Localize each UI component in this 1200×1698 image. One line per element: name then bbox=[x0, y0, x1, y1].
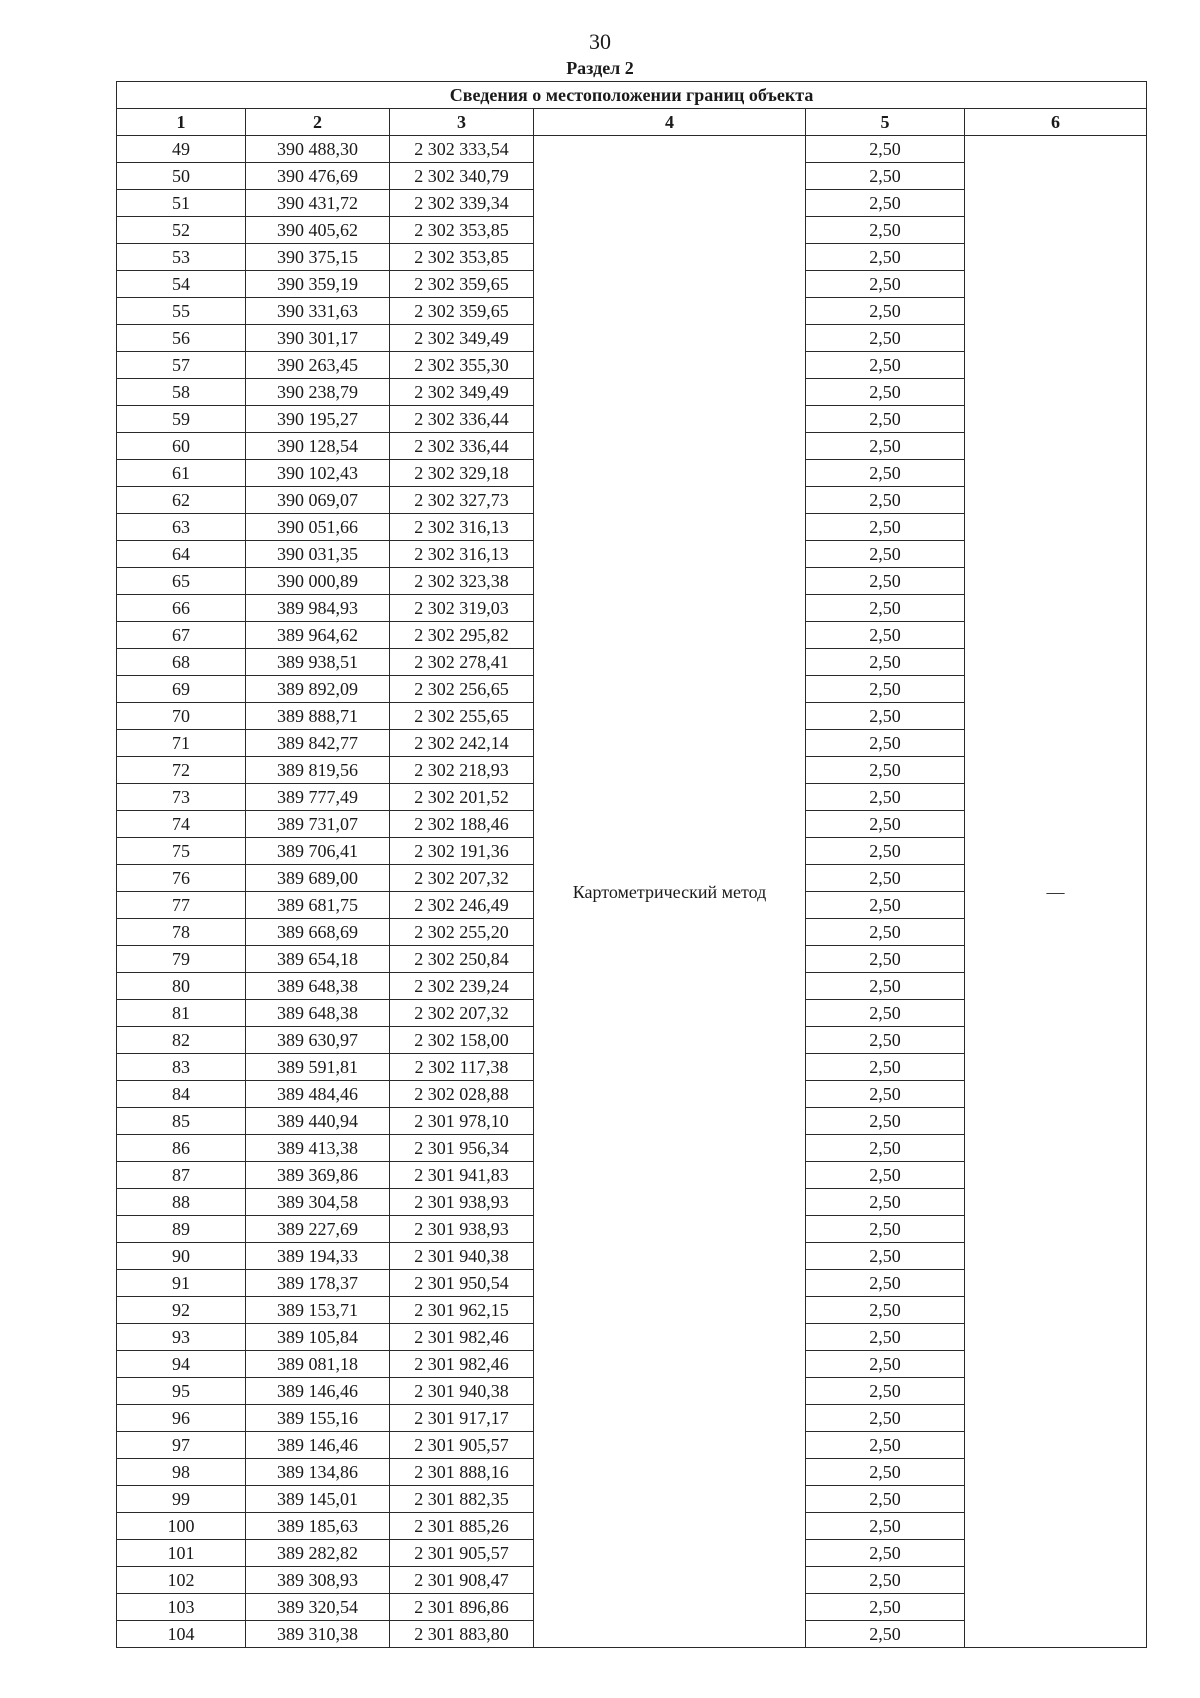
accuracy-cell: 2,50 bbox=[806, 1297, 965, 1324]
y-coordinate-cell: 2 302 353,85 bbox=[390, 244, 534, 271]
boundary-coordinates-table bbox=[116, 81, 1147, 1648]
x-coordinate-cell: 389 892,09 bbox=[246, 676, 390, 703]
table-body bbox=[117, 136, 1147, 1648]
accuracy-cell: 2,50 bbox=[806, 1216, 965, 1243]
accuracy-cell: 2,50 bbox=[806, 190, 965, 217]
x-coordinate-cell: 389 888,71 bbox=[246, 703, 390, 730]
x-coordinate-cell: 389 081,18 bbox=[246, 1351, 390, 1378]
accuracy-cell: 2,50 bbox=[806, 163, 965, 190]
x-coordinate-cell: 389 227,69 bbox=[246, 1216, 390, 1243]
x-coordinate-cell: 390 051,66 bbox=[246, 514, 390, 541]
point-number-cell: 61 bbox=[117, 460, 246, 487]
point-number-cell: 54 bbox=[117, 271, 246, 298]
y-coordinate-cell: 2 302 329,18 bbox=[390, 460, 534, 487]
y-coordinate-cell: 2 302 255,20 bbox=[390, 919, 534, 946]
accuracy-cell: 2,50 bbox=[806, 1351, 965, 1378]
accuracy-cell: 2,50 bbox=[806, 1432, 965, 1459]
x-coordinate-cell: 390 128,54 bbox=[246, 433, 390, 460]
point-number-cell: 55 bbox=[117, 298, 246, 325]
x-coordinate-cell: 389 304,58 bbox=[246, 1189, 390, 1216]
point-number-cell: 77 bbox=[117, 892, 246, 919]
y-coordinate-cell: 2 301 938,93 bbox=[390, 1189, 534, 1216]
accuracy-cell: 2,50 bbox=[806, 1594, 965, 1621]
point-number-cell: 68 bbox=[117, 649, 246, 676]
point-number-cell: 67 bbox=[117, 622, 246, 649]
y-coordinate-cell: 2 302 327,73 bbox=[390, 487, 534, 514]
point-number-cell: 83 bbox=[117, 1054, 246, 1081]
x-coordinate-cell: 390 263,45 bbox=[246, 352, 390, 379]
y-coordinate-cell: 2 302 250,84 bbox=[390, 946, 534, 973]
point-number-cell: 71 bbox=[117, 730, 246, 757]
x-coordinate-cell: 389 681,75 bbox=[246, 892, 390, 919]
accuracy-cell: 2,50 bbox=[806, 1621, 965, 1648]
y-coordinate-cell: 2 302 355,30 bbox=[390, 352, 534, 379]
y-coordinate-cell: 2 302 336,44 bbox=[390, 433, 534, 460]
x-coordinate-cell: 389 731,07 bbox=[246, 811, 390, 838]
x-coordinate-cell: 389 155,16 bbox=[246, 1405, 390, 1432]
y-coordinate-cell: 2 301 938,93 bbox=[390, 1216, 534, 1243]
accuracy-cell: 2,50 bbox=[806, 1459, 965, 1486]
x-coordinate-cell: 389 178,37 bbox=[246, 1270, 390, 1297]
accuracy-cell: 2,50 bbox=[806, 1027, 965, 1054]
y-coordinate-cell: 2 302 207,32 bbox=[390, 1000, 534, 1027]
x-coordinate-cell: 389 320,54 bbox=[246, 1594, 390, 1621]
x-coordinate-cell: 390 476,69 bbox=[246, 163, 390, 190]
x-coordinate-cell: 389 964,62 bbox=[246, 622, 390, 649]
accuracy-cell: 2,50 bbox=[806, 217, 965, 244]
y-coordinate-cell: 2 302 349,49 bbox=[390, 379, 534, 406]
x-coordinate-cell: 389 648,38 bbox=[246, 973, 390, 1000]
y-coordinate-cell: 2 302 359,65 bbox=[390, 271, 534, 298]
y-coordinate-cell: 2 302 242,14 bbox=[390, 730, 534, 757]
y-coordinate-cell: 2 301 917,17 bbox=[390, 1405, 534, 1432]
x-coordinate-cell: 389 185,63 bbox=[246, 1513, 390, 1540]
accuracy-cell: 2,50 bbox=[806, 730, 965, 757]
accuracy-cell: 2,50 bbox=[806, 622, 965, 649]
y-coordinate-cell: 2 302 201,52 bbox=[390, 784, 534, 811]
point-number-cell: 92 bbox=[117, 1297, 246, 1324]
y-coordinate-cell: 2 301 885,26 bbox=[390, 1513, 534, 1540]
x-coordinate-cell: 390 375,15 bbox=[246, 244, 390, 271]
x-coordinate-cell: 390 069,07 bbox=[246, 487, 390, 514]
y-coordinate-cell: 2 302 295,82 bbox=[390, 622, 534, 649]
x-coordinate-cell: 390 431,72 bbox=[246, 190, 390, 217]
x-coordinate-cell: 389 654,18 bbox=[246, 946, 390, 973]
accuracy-cell: 2,50 bbox=[806, 1540, 965, 1567]
y-coordinate-cell: 2 302 319,03 bbox=[390, 595, 534, 622]
point-number-cell: 74 bbox=[117, 811, 246, 838]
x-coordinate-cell: 389 777,49 bbox=[246, 784, 390, 811]
accuracy-cell: 2,50 bbox=[806, 433, 965, 460]
accuracy-cell: 2,50 bbox=[806, 1054, 965, 1081]
accuracy-cell: 2,50 bbox=[806, 1405, 965, 1432]
point-number-cell: 57 bbox=[117, 352, 246, 379]
x-coordinate-cell: 389 842,77 bbox=[246, 730, 390, 757]
point-number-cell: 58 bbox=[117, 379, 246, 406]
y-coordinate-cell: 2 302 316,13 bbox=[390, 541, 534, 568]
y-coordinate-cell: 2 301 940,38 bbox=[390, 1378, 534, 1405]
point-number-cell: 78 bbox=[117, 919, 246, 946]
y-coordinate-cell: 2 302 191,36 bbox=[390, 838, 534, 865]
accuracy-cell: 2,50 bbox=[806, 676, 965, 703]
x-coordinate-cell: 389 648,38 bbox=[246, 1000, 390, 1027]
column-header-6: 6 bbox=[965, 109, 1147, 136]
accuracy-cell: 2,50 bbox=[806, 1000, 965, 1027]
table-caption: Сведения о местоположении границ объекта bbox=[117, 82, 1147, 109]
point-number-cell: 87 bbox=[117, 1162, 246, 1189]
method-cell: Картометрический метод bbox=[534, 136, 806, 1648]
y-coordinate-cell: 2 302 278,41 bbox=[390, 649, 534, 676]
point-number-cell: 69 bbox=[117, 676, 246, 703]
point-number-cell: 100 bbox=[117, 1513, 246, 1540]
accuracy-cell: 2,50 bbox=[806, 298, 965, 325]
accuracy-cell: 2,50 bbox=[806, 136, 965, 163]
column-header-1: 1 bbox=[117, 109, 246, 136]
x-coordinate-cell: 389 938,51 bbox=[246, 649, 390, 676]
accuracy-cell: 2,50 bbox=[806, 352, 965, 379]
accuracy-cell: 2,50 bbox=[806, 1378, 965, 1405]
y-coordinate-cell: 2 302 340,79 bbox=[390, 163, 534, 190]
y-coordinate-cell: 2 301 905,57 bbox=[390, 1540, 534, 1567]
x-coordinate-cell: 389 819,56 bbox=[246, 757, 390, 784]
accuracy-cell: 2,50 bbox=[806, 784, 965, 811]
accuracy-cell: 2,50 bbox=[806, 487, 965, 514]
point-number-cell: 52 bbox=[117, 217, 246, 244]
accuracy-cell: 2,50 bbox=[806, 1081, 965, 1108]
y-coordinate-cell: 2 302 339,34 bbox=[390, 190, 534, 217]
y-coordinate-cell: 2 302 188,46 bbox=[390, 811, 534, 838]
point-number-cell: 64 bbox=[117, 541, 246, 568]
accuracy-cell: 2,50 bbox=[806, 379, 965, 406]
accuracy-cell: 2,50 bbox=[806, 865, 965, 892]
x-coordinate-cell: 389 413,38 bbox=[246, 1135, 390, 1162]
point-number-cell: 50 bbox=[117, 163, 246, 190]
point-number-cell: 49 bbox=[117, 136, 246, 163]
y-coordinate-cell: 2 302 333,54 bbox=[390, 136, 534, 163]
x-coordinate-cell: 390 301,17 bbox=[246, 325, 390, 352]
x-coordinate-cell: 389 591,81 bbox=[246, 1054, 390, 1081]
point-number-cell: 60 bbox=[117, 433, 246, 460]
y-coordinate-cell: 2 301 883,80 bbox=[390, 1621, 534, 1648]
point-number-cell: 80 bbox=[117, 973, 246, 1000]
page-number: 30 bbox=[589, 29, 611, 54]
y-coordinate-cell: 2 301 950,54 bbox=[390, 1270, 534, 1297]
point-number-cell: 96 bbox=[117, 1405, 246, 1432]
x-coordinate-cell: 389 105,84 bbox=[246, 1324, 390, 1351]
accuracy-cell: 2,50 bbox=[806, 541, 965, 568]
column-header-2: 2 bbox=[246, 109, 390, 136]
point-number-cell: 75 bbox=[117, 838, 246, 865]
accuracy-cell: 2,50 bbox=[806, 838, 965, 865]
x-coordinate-cell: 389 153,71 bbox=[246, 1297, 390, 1324]
accuracy-cell: 2,50 bbox=[806, 406, 965, 433]
accuracy-cell: 2,50 bbox=[806, 460, 965, 487]
accuracy-cell: 2,50 bbox=[806, 244, 965, 271]
x-coordinate-cell: 389 282,82 bbox=[246, 1540, 390, 1567]
y-coordinate-cell: 2 301 908,47 bbox=[390, 1567, 534, 1594]
point-number-cell: 82 bbox=[117, 1027, 246, 1054]
point-number-cell: 90 bbox=[117, 1243, 246, 1270]
accuracy-cell: 2,50 bbox=[806, 919, 965, 946]
point-number-cell: 76 bbox=[117, 865, 246, 892]
x-coordinate-cell: 389 146,46 bbox=[246, 1378, 390, 1405]
accuracy-cell: 2,50 bbox=[806, 595, 965, 622]
point-number-cell: 94 bbox=[117, 1351, 246, 1378]
accuracy-cell: 2,50 bbox=[806, 703, 965, 730]
point-number-cell: 53 bbox=[117, 244, 246, 271]
point-number-cell: 59 bbox=[117, 406, 246, 433]
point-number-cell: 56 bbox=[117, 325, 246, 352]
point-number-cell: 81 bbox=[117, 1000, 246, 1027]
accuracy-cell: 2,50 bbox=[806, 271, 965, 298]
x-coordinate-cell: 389 440,94 bbox=[246, 1108, 390, 1135]
y-coordinate-cell: 2 302 117,38 bbox=[390, 1054, 534, 1081]
x-coordinate-cell: 390 405,62 bbox=[246, 217, 390, 244]
y-coordinate-cell: 2 302 359,65 bbox=[390, 298, 534, 325]
accuracy-cell: 2,50 bbox=[806, 1567, 965, 1594]
y-coordinate-cell: 2 302 349,49 bbox=[390, 325, 534, 352]
section-title: Раздел 2 bbox=[566, 58, 634, 78]
x-coordinate-cell: 389 369,86 bbox=[246, 1162, 390, 1189]
x-coordinate-cell: 390 195,27 bbox=[246, 406, 390, 433]
x-coordinate-cell: 389 134,86 bbox=[246, 1459, 390, 1486]
accuracy-cell: 2,50 bbox=[806, 1486, 965, 1513]
column-header-5: 5 bbox=[806, 109, 965, 136]
x-coordinate-cell: 389 668,69 bbox=[246, 919, 390, 946]
y-coordinate-cell: 2 302 353,85 bbox=[390, 217, 534, 244]
x-coordinate-cell: 390 000,89 bbox=[246, 568, 390, 595]
y-coordinate-cell: 2 302 158,00 bbox=[390, 1027, 534, 1054]
point-number-cell: 84 bbox=[117, 1081, 246, 1108]
point-number-cell: 65 bbox=[117, 568, 246, 595]
x-coordinate-cell: 390 031,35 bbox=[246, 541, 390, 568]
y-coordinate-cell: 2 302 028,88 bbox=[390, 1081, 534, 1108]
y-coordinate-cell: 2 301 940,38 bbox=[390, 1243, 534, 1270]
accuracy-cell: 2,50 bbox=[806, 514, 965, 541]
y-coordinate-cell: 2 302 316,13 bbox=[390, 514, 534, 541]
point-number-cell: 99 bbox=[117, 1486, 246, 1513]
point-number-cell: 91 bbox=[117, 1270, 246, 1297]
accuracy-cell: 2,50 bbox=[806, 892, 965, 919]
point-number-cell: 63 bbox=[117, 514, 246, 541]
point-number-cell: 73 bbox=[117, 784, 246, 811]
accuracy-cell: 2,50 bbox=[806, 1324, 965, 1351]
column-header-3: 3 bbox=[390, 109, 534, 136]
y-coordinate-cell: 2 301 896,86 bbox=[390, 1594, 534, 1621]
accuracy-cell: 2,50 bbox=[806, 1108, 965, 1135]
accuracy-cell: 2,50 bbox=[806, 1162, 965, 1189]
y-coordinate-cell: 2 302 239,24 bbox=[390, 973, 534, 1000]
column-header-4: 4 bbox=[534, 109, 806, 136]
y-coordinate-cell: 2 301 956,34 bbox=[390, 1135, 534, 1162]
point-number-cell: 101 bbox=[117, 1540, 246, 1567]
point-number-cell: 104 bbox=[117, 1621, 246, 1648]
accuracy-cell: 2,50 bbox=[806, 568, 965, 595]
table-row bbox=[117, 136, 1147, 163]
y-coordinate-cell: 2 301 982,46 bbox=[390, 1324, 534, 1351]
x-coordinate-cell: 390 238,79 bbox=[246, 379, 390, 406]
accuracy-cell: 2,50 bbox=[806, 325, 965, 352]
y-coordinate-cell: 2 301 962,15 bbox=[390, 1297, 534, 1324]
x-coordinate-cell: 389 630,97 bbox=[246, 1027, 390, 1054]
x-coordinate-cell: 389 689,00 bbox=[246, 865, 390, 892]
accuracy-cell: 2,50 bbox=[806, 1513, 965, 1540]
point-number-cell: 66 bbox=[117, 595, 246, 622]
accuracy-cell: 2,50 bbox=[806, 1189, 965, 1216]
x-coordinate-cell: 389 145,01 bbox=[246, 1486, 390, 1513]
y-coordinate-cell: 2 302 255,65 bbox=[390, 703, 534, 730]
y-coordinate-cell: 2 302 256,65 bbox=[390, 676, 534, 703]
point-number-cell: 51 bbox=[117, 190, 246, 217]
y-coordinate-cell: 2 302 207,32 bbox=[390, 865, 534, 892]
x-coordinate-cell: 389 308,93 bbox=[246, 1567, 390, 1594]
point-number-cell: 79 bbox=[117, 946, 246, 973]
point-number-cell: 89 bbox=[117, 1216, 246, 1243]
x-coordinate-cell: 389 310,38 bbox=[246, 1621, 390, 1648]
y-coordinate-cell: 2 301 882,35 bbox=[390, 1486, 534, 1513]
y-coordinate-cell: 2 301 982,46 bbox=[390, 1351, 534, 1378]
column-6-cell: — bbox=[965, 136, 1147, 1648]
y-coordinate-cell: 2 301 905,57 bbox=[390, 1432, 534, 1459]
x-coordinate-cell: 389 484,46 bbox=[246, 1081, 390, 1108]
x-coordinate-cell: 390 102,43 bbox=[246, 460, 390, 487]
accuracy-cell: 2,50 bbox=[806, 1270, 965, 1297]
accuracy-cell: 2,50 bbox=[806, 973, 965, 1000]
y-coordinate-cell: 2 302 336,44 bbox=[390, 406, 534, 433]
x-coordinate-cell: 390 331,63 bbox=[246, 298, 390, 325]
x-coordinate-cell: 390 488,30 bbox=[246, 136, 390, 163]
point-number-cell: 97 bbox=[117, 1432, 246, 1459]
accuracy-cell: 2,50 bbox=[806, 1135, 965, 1162]
point-number-cell: 103 bbox=[117, 1594, 246, 1621]
point-number-cell: 85 bbox=[117, 1108, 246, 1135]
y-coordinate-cell: 2 301 941,83 bbox=[390, 1162, 534, 1189]
point-number-cell: 62 bbox=[117, 487, 246, 514]
x-coordinate-cell: 390 359,19 bbox=[246, 271, 390, 298]
y-coordinate-cell: 2 302 246,49 bbox=[390, 892, 534, 919]
x-coordinate-cell: 389 194,33 bbox=[246, 1243, 390, 1270]
point-number-cell: 95 bbox=[117, 1378, 246, 1405]
point-number-cell: 93 bbox=[117, 1324, 246, 1351]
y-coordinate-cell: 2 302 323,38 bbox=[390, 568, 534, 595]
accuracy-cell: 2,50 bbox=[806, 811, 965, 838]
accuracy-cell: 2,50 bbox=[806, 946, 965, 973]
accuracy-cell: 2,50 bbox=[806, 757, 965, 784]
x-coordinate-cell: 389 706,41 bbox=[246, 838, 390, 865]
point-number-cell: 70 bbox=[117, 703, 246, 730]
point-number-cell: 102 bbox=[117, 1567, 246, 1594]
x-coordinate-cell: 389 984,93 bbox=[246, 595, 390, 622]
accuracy-cell: 2,50 bbox=[806, 1243, 965, 1270]
y-coordinate-cell: 2 302 218,93 bbox=[390, 757, 534, 784]
point-number-cell: 88 bbox=[117, 1189, 246, 1216]
point-number-cell: 98 bbox=[117, 1459, 246, 1486]
point-number-cell: 72 bbox=[117, 757, 246, 784]
point-number-cell: 86 bbox=[117, 1135, 246, 1162]
accuracy-cell: 2,50 bbox=[806, 649, 965, 676]
y-coordinate-cell: 2 301 978,10 bbox=[390, 1108, 534, 1135]
y-coordinate-cell: 2 301 888,16 bbox=[390, 1459, 534, 1486]
x-coordinate-cell: 389 146,46 bbox=[246, 1432, 390, 1459]
